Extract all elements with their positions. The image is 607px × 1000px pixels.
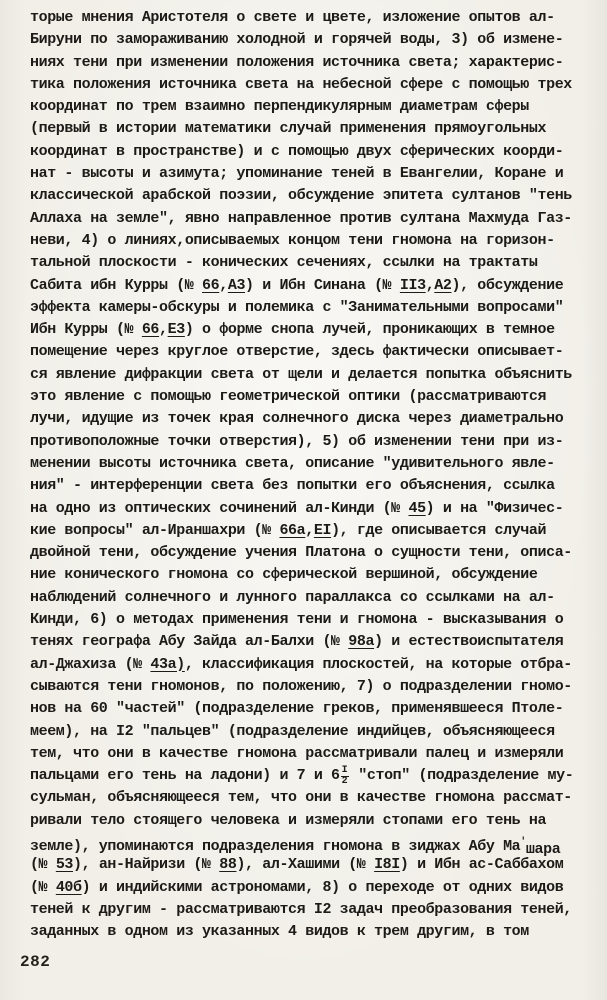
text-line [30,141,596,163]
text-segment: наблюдений солнечного и лунного параллакса со ссылками на ал- [30,588,555,606]
reference-number: 43а) [150,655,185,673]
text-line [30,29,596,51]
reference-number: ЕI [313,521,332,539]
text-line [30,877,596,899]
text-segment: , [425,276,435,294]
text-segment: ния" - интерференции света без попытки его объяснения, ссылка [30,477,555,495]
text-segment: ся явление дифракции света от щели и делается попытка объяснить [30,365,572,383]
text-line [30,252,596,274]
text-segment: неви, 4) о линиях,описываемых концом тени гномона на горизон- [30,231,555,249]
text-line [30,587,596,609]
reference-number: А3 [227,276,246,294]
text-line [30,721,596,743]
text-line [30,698,596,720]
text-line [30,208,596,230]
page-number: 282 [20,953,51,971]
text-segment: тем, что они в качестве гномона рассматривали палец и измеряли [30,744,564,762]
reference-number: I8I [374,856,400,874]
text-line [30,475,596,497]
reference-number: II3 [399,276,426,294]
text-segment: противоположные точки отверстия), 5) об изменении тени при из- [30,432,564,450]
text-line [30,185,596,207]
text-segment: заданных в одном из указанных 4 видов к трем другим, в том [30,923,529,941]
text-segment: тенях географа Абу Зайда ал-Балхи (№ [30,633,349,651]
text-segment: Кинди, 6) о методах применения тени и гномона - высказывания о [30,611,564,629]
text-line [30,341,596,363]
text-segment: нов на 60 "частей" (подразделение греков, применявшееся Птоле- [30,700,564,718]
reference-number: 53 [55,856,74,874]
text-line [30,163,596,185]
text-segment: Сабита ибн Курры (№ [30,276,203,294]
text-line [30,431,596,453]
text-segment: ' [520,836,526,848]
text-line [30,386,596,408]
text-segment: на одно из оптических сочинений ал-Кинди (№ [30,499,409,517]
text-segment: координат по трем взаимно перпендикулярным диаметрам сферы [30,98,529,116]
text-segment: Бируни по замораживанию холодной и горячей воды, 3) об измене- [30,31,564,49]
text-line [30,118,596,140]
text-segment: тика положения источника света на небесной сфере с помощью трех [30,75,572,93]
text-segment: тальной плоскости - конических сечениях, ссылки на трактаты [30,254,538,272]
text-segment: ) и естествоиспытателя [374,633,564,651]
text-line [30,631,596,653]
text-line [30,765,596,787]
text-segment: лучи, идущие из точек края солнечного диска через диаметрально [30,410,564,428]
reference-number: 66 [202,276,220,294]
text-segment: ) о форме снопа лучей, проникающих в темное [184,321,555,339]
text-segment: ), ан-Найризи (№ [73,856,220,874]
text-segment: "стоп" (подразделение му- [349,767,574,785]
text-segment: пальцами его тень на ладони) и 7 и 6 [30,767,340,785]
text-segment: , [305,521,314,539]
text-line [30,319,596,341]
text-segment: эффекта камеры-обскуры и полемика с "Занимательными вопросами" [30,298,564,316]
text-segment: это явление с помощью геометрической оптики (рассматриваются [30,388,547,406]
text-segment: ниях тени при изменении положения источника света; характерис- [30,53,564,71]
text-segment: помещение через круглое отверстие, здесь фактически описывает- [30,343,564,361]
text-line [30,542,596,564]
text-line [30,364,596,386]
text-segment: ), где описывается случай [331,521,547,539]
text-segment: ) и на "Физичес- [425,499,564,517]
text-segment: двойной тени, обсуждение учения Платона о сущности тени, описа- [30,544,572,562]
reference-number: 66а [279,521,306,539]
text-line [30,899,596,921]
text-segment: ) и Ибн ас-Саббахом [399,856,564,874]
text-line [30,854,596,876]
text-segment: , [219,276,228,294]
text-line [30,96,596,118]
stacked-fraction: $\frac{I}{2}$ [341,765,348,788]
text-segment: сульман, объясняющееся тем, что они в качестве гномона рассмат- [30,789,572,807]
text-line [30,74,596,96]
reference-number: 88 [219,856,237,874]
text-line [30,297,596,319]
text-line [30,810,596,832]
text-segment: теней к другим - рассматриваются I2 задач преобразования теней, [30,900,572,918]
text-segment: ) и Ибн Синана (№ [245,276,400,294]
text-line [30,832,596,858]
reference-number: Е3 [167,321,185,339]
text-segment: торые мнения Аристотеля о свете и цвете, изложение опытов ал- [30,9,555,26]
text-segment: ), ал-Хашими (№ [236,856,375,874]
text-segment: Аллаха на земле", явно направленное против султана Махмуда Газ- [30,209,572,227]
text-line [30,676,596,698]
reference-number: 66 [141,321,160,339]
text-segment: ) и индийскими астрономами, 8) о переходе от одних видов [81,878,564,896]
text-segment: (№ [30,878,56,896]
text-line [30,52,596,74]
text-segment: , [159,321,168,339]
text-segment: ривали тело стоящего человека и измеряли стопами его тень на [30,811,547,829]
reference-number: 45 [408,499,426,517]
text-segment: классической арабской поэзии, обсуждение эпитета султанов "тень [30,187,572,205]
text-segment: (первый в истории математики случай применения прямоугольных [30,120,547,138]
text-line [30,564,596,586]
text-line [30,408,596,430]
text-segment: Ибн Курры (№ [30,321,142,339]
text-segment: нат - высоты и азимута; упоминание теней в Евангелии, Коране и [30,165,564,183]
text-segment: сываются тени гномонов, по положению, 7) о подразделении гномо- [30,677,572,695]
text-line [30,520,596,542]
text-line [30,787,596,809]
text-line [30,275,596,297]
text-segment: меем), на I2 "пальцев" (подразделение индийцев, объясняющееся [30,722,555,740]
text-segment: ал-Джахиза (№ [30,655,151,673]
text-line [30,921,596,943]
page-text-block [30,7,596,943]
text-segment: шара [525,840,561,858]
text-line [30,654,596,676]
text-segment: ние конического гномона со сферической вершиной, обсуждение [30,566,538,584]
text-line [30,743,596,765]
text-segment: координат в пространстве) и с помощью двух сферических коорди- [30,142,564,160]
text-segment: кие вопросы" ал-Ираншахри (№ [30,521,280,539]
text-segment: , классификация плоскостей, на которые отбра- [184,655,572,673]
text-segment: ), обсуждение [451,276,564,294]
text-line [30,7,596,29]
reference-number: 98а [348,633,375,651]
reference-number: А2 [434,276,452,294]
reference-number: 40б [55,878,82,896]
text-line [30,498,596,520]
text-line [30,609,596,631]
text-segment: земле), упоминаются подразделения гномона в зиджах Абу Ма [30,837,521,855]
text-line [30,230,596,252]
text-line [30,453,596,475]
text-segment: менении высоты источника света, описание "удивительного явле- [30,454,555,472]
text-segment: (№ [30,856,56,874]
